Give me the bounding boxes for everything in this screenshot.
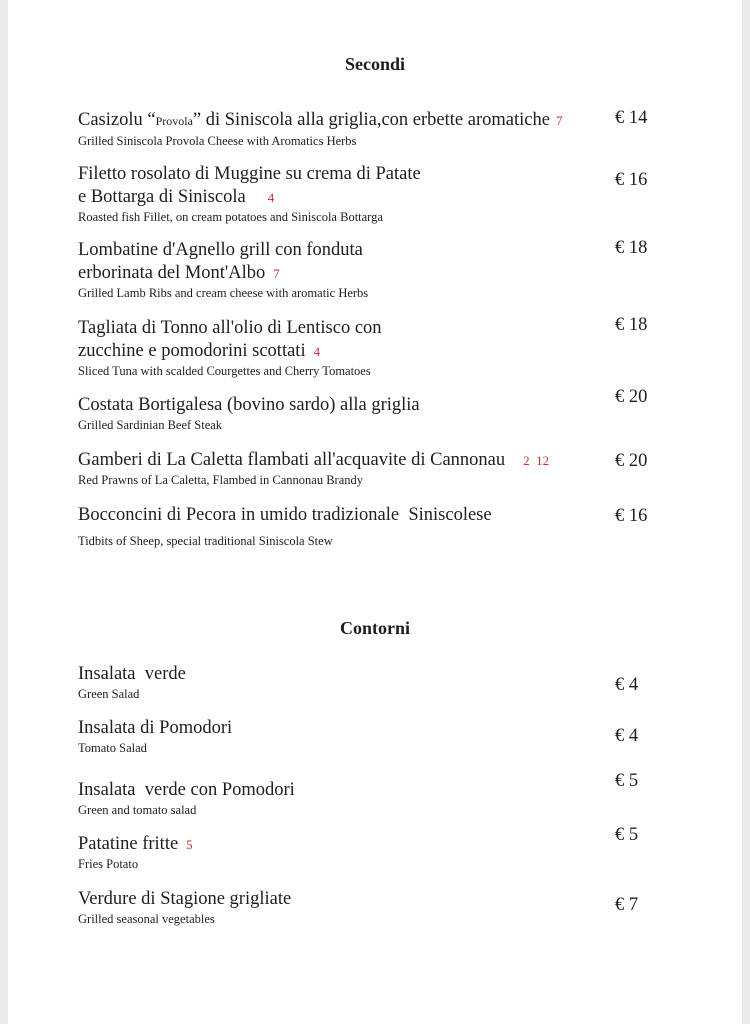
item-price: € 7: [615, 895, 639, 915]
allergen-code: 4: [267, 190, 275, 205]
item-description: Sliced Tuna with scalded Courgettes and Cherry Tomatoes: [78, 364, 371, 378]
item-description: Green Salad: [78, 687, 140, 701]
item-name: Verdure di Stagione grigliate: [78, 889, 292, 909]
item-name: Patatine fritte 5: [78, 834, 193, 854]
item-name: Insalata verde con Pomodori: [78, 780, 295, 800]
item-name: Insalata verde: [78, 664, 186, 684]
item-description: Tidbits of Sheep, special traditional Siniscola Stew: [78, 534, 333, 548]
item-name: Casizolu “Provola” di Siniscola alla griglia,con erbette aromatiche 7: [78, 110, 563, 130]
allergen-code: 7: [273, 266, 280, 281]
item-name: Filetto rosolato di Muggine su crema di Patate e Bottarga di Siniscola 4: [78, 164, 421, 207]
item-description: Grilled seasonal vegetables: [78, 912, 215, 926]
item-price: € 20: [615, 451, 648, 471]
item-price: € 5: [615, 825, 639, 845]
allergen-code: 7: [555, 113, 563, 128]
item-description: Tomato Salad: [78, 741, 147, 755]
item-description: Fries Potato: [78, 857, 139, 871]
item-description: Grilled Lamb Ribs and cream cheese with aromatic Herbs: [78, 286, 369, 300]
item-price: € 20: [615, 387, 648, 407]
allergen-code: 5: [186, 837, 193, 852]
item-price: € 4: [615, 726, 639, 746]
item-description: Roasted fish Fillet, on cream potatoes and Siniscola Bottarga: [78, 210, 383, 224]
item-price: € 16: [615, 170, 648, 190]
item-price: € 16: [615, 506, 648, 526]
item-price: € 18: [615, 315, 648, 335]
section-title-secondi: Secondi: [344, 54, 405, 74]
item-price: € 5: [615, 771, 639, 791]
allergen-code: 4: [313, 344, 321, 359]
item-price: € 4: [615, 675, 639, 695]
item-price: € 14: [615, 108, 648, 128]
menu-page: [8, 0, 742, 1024]
item-description: Grilled Siniscola Provola Cheese with Aromatics Herbs: [78, 134, 357, 148]
item-description: Red Prawns of La Caletta, Flambed in Cannonau Brandy: [78, 473, 364, 487]
item-description: Grilled Sardinian Beef Steak: [78, 418, 223, 432]
item-name: Costata Bortigalesa (bovino sardo) alla griglia: [78, 395, 420, 415]
allergen-code: 2 12: [523, 453, 550, 468]
item-name: Tagliata di Tonno all'olio di Lentisco con zucchine e pomodorini scottati 4: [78, 318, 382, 361]
item-price: € 18: [615, 238, 648, 258]
item-name: Lombatine d'Agnello grill con fonduta erborinata del Mont'Albo 7: [78, 240, 363, 283]
item-description: Green and tomato salad: [78, 803, 197, 817]
item-name: Gamberi di La Caletta flambati all'acquavite di Cannonau 2 12: [78, 450, 550, 470]
item-name: Bocconcini di Pecora in umido tradizionale Siniscolese: [78, 505, 492, 525]
section-title-contorni: Contorni: [339, 618, 410, 638]
item-name: Insalata di Pomodori: [78, 718, 233, 738]
